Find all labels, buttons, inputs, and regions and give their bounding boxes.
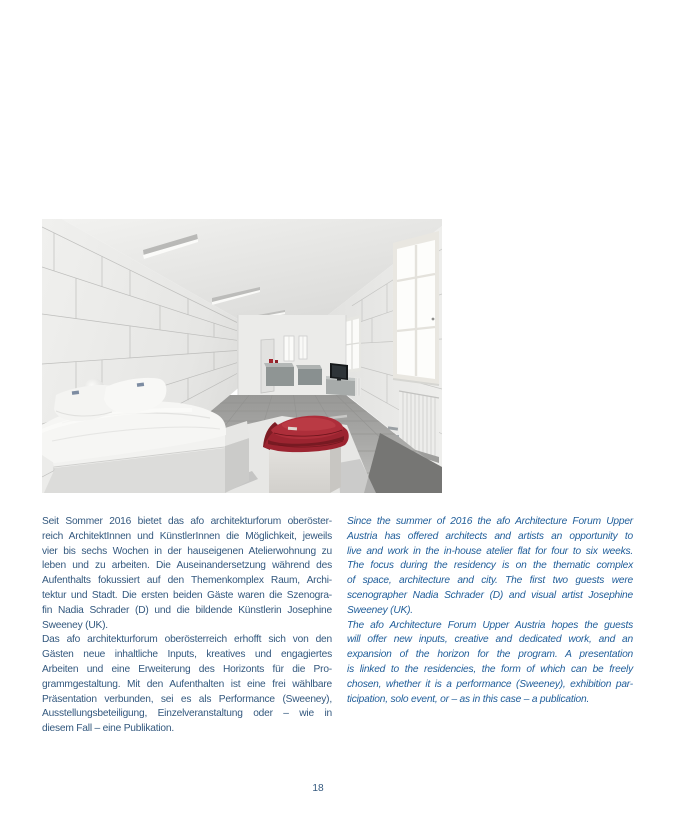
page-number: 18 [312,783,324,794]
text-line: leben und zu arbeiten. Die Auseinandersetzung während des [42,560,332,572]
text-line: Seit Sommer 2016 bietet das afo architekturforum oberöster- [42,516,332,527]
text-line: Aufenthalts fokussiert auf den Themenkomplex Raum, Archi- [42,575,332,587]
text-line: Austria has offered architects and artists an opportunity to [347,530,633,542]
text-line: Präsentation verbunden, sei es als Performance (Sweeney), [42,693,332,705]
text-line: The focus during the residency is on the thematic complex [347,560,633,572]
text-line: scenographer Nadia Schrader (D) and visual artist Josephine [347,589,633,601]
text-line: is linked to the residencies, the form of which can be freely [347,663,633,675]
text-line: tektur und Stadt. Die ersten beiden Gäste waren die Szenogra- [42,589,332,601]
german-paragraph-2 [42,633,332,737]
near-window [393,231,439,385]
text-line: The afo Architecture Forum Upper Austria hopes the guests [347,619,633,631]
text-line: Arbeiten und eine Erweiterung des Horizonts für die Pro- [42,663,332,675]
text-line: fin Nadia Schrader (D) und die bildende Künstlerin Josephine [42,604,332,616]
gray-bench [264,359,294,386]
english-text-column [347,515,633,707]
english-paragraph-2 [347,619,633,708]
atelier-room-scene [42,219,442,493]
gray-table [296,365,322,385]
back-window [284,336,294,361]
plinth-front [269,447,330,493]
text-line: Ausstellungsbeteiligung, Einzelveranstaltung oder – wie in [42,708,332,720]
text-line: expansion of the horizon for the program. A presentation [347,649,633,661]
text-line: Sweeney (UK). [42,619,108,631]
window-handle [432,318,435,321]
text-line: Since the summer of 2016 the afo Architecture Forum Upper [347,516,633,527]
text-line: will offer new inputs, creative and dedicated work, and an [347,634,633,646]
text-line: Das afo architekturforum oberösterreich erhofft sich von den [42,634,332,646]
red-object [269,359,273,363]
blanket-label-tag [288,427,297,431]
text-line: reich ArchitektInnen und KünstlerInnen die Möglichkeit, jeweils [42,530,332,542]
tv-screen [330,363,348,381]
text-line: of space, architecture and city. The first two guests were [347,575,633,587]
german-text-column [42,515,332,737]
text-line: vier bis sechs Wochen in der hauseigenen Atelierwohnung zu [42,545,332,557]
text-line: ticipation, solo event, or – as in this case – a publication. [347,693,590,705]
english-paragraph-1 [347,515,633,619]
red-object [275,360,278,363]
text-line: chosen, whether it is a performance (Sweeney), exhibition par- [347,678,633,690]
text-line: grammgestaltung. Mit den Aufenthalten ist eine frei wählbare [42,678,332,690]
text-line: diesem Fall – eine Publikation. [42,723,174,735]
text-line: live and work in the in-house atelier flat for four to six weeks. [347,545,633,557]
back-window-2 [299,336,307,359]
atelier-room-photo [42,219,442,493]
plinth-side [330,444,341,493]
german-paragraph-1 [42,515,332,633]
text-line: Sweeney (UK). [347,604,413,616]
text-line: Gästen neue inhaltliche Inputs, kreatives und engagiertes [42,649,332,661]
